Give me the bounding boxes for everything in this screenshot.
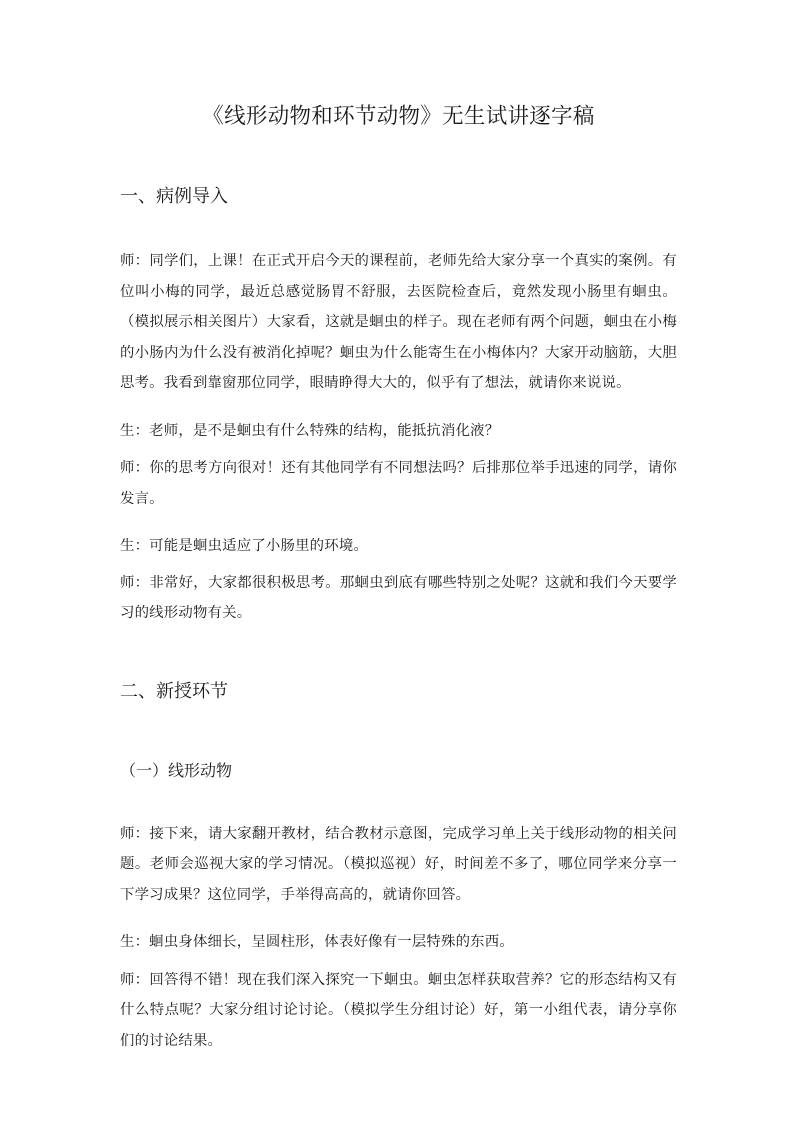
subsection-heading-nematodes: （一）线形动物 (120, 760, 233, 780)
section-heading-case-intro: 一、病例导入 (120, 186, 228, 207)
paragraph: 生：蛔虫身体细长，呈圆柱形，体表好像有一层特殊的东西。 (120, 934, 514, 950)
paragraph: 师：你的思考方向很对！还有其他同学有不同想法吗？后排那位举手迅速的同学，请你发言。 (120, 460, 677, 507)
paragraph: 师：回答得不错！现在我们深入探究一下蛔虫。蛔虫怎样获取营养？它的形态结构又有什么特点呢？大家分组讨论讨论。（模拟学生分组讨论）好，第一小组代表，请分享你们的讨论结果。 (120, 971, 677, 1049)
paragraph: 生：老师，是不是蛔虫有什么特殊的结构，能抵抗消化液？ (120, 422, 500, 439)
paragraph: 师：同学们，上课！在正式开启今天的课程前，老师先给大家分享一个真实的案例。有位叫小梅的同学，最近总感觉肠胃不舒服，去医院检查后，竟然发现小肠里有蛔虫。（模拟展示相关图片）大家看，这就是蛔虫的样子。现在老师有两个问题，蛔虫在小梅的小肠内为什么没有被消化掉呢？蛔虫为什么能寄生在小梅体内？大家开动脑筋，大胆思考。我看到靠窗那位同学，眼睛睁得大大的，似乎有了想法，就请你来说说。 (120, 253, 677, 391)
paragraph: 师：非常好，大家都很积极思考。那蛔虫到底有哪些特别之处呢？这就和我们今天要学习的线形动物有关。 (120, 574, 677, 621)
document-title: 《线形动物和环节动物》无生试讲逐字稿 (202, 104, 595, 129)
section-heading-new-lesson: 二、新授环节 (120, 680, 228, 702)
paragraph: 生：可能是蛔虫适应了小肠里的环境。 (120, 538, 369, 554)
paragraph: 师：接下来，请大家翻开教材，结合教材示意图，完成学习单上关于线形动物的相关问题。老师会巡视大家的学习情况。（模拟巡视）好，时间差不多了，哪位同学来分享一下学习成果？这位同学，手举得高高的，就请你回答。 (120, 825, 677, 903)
